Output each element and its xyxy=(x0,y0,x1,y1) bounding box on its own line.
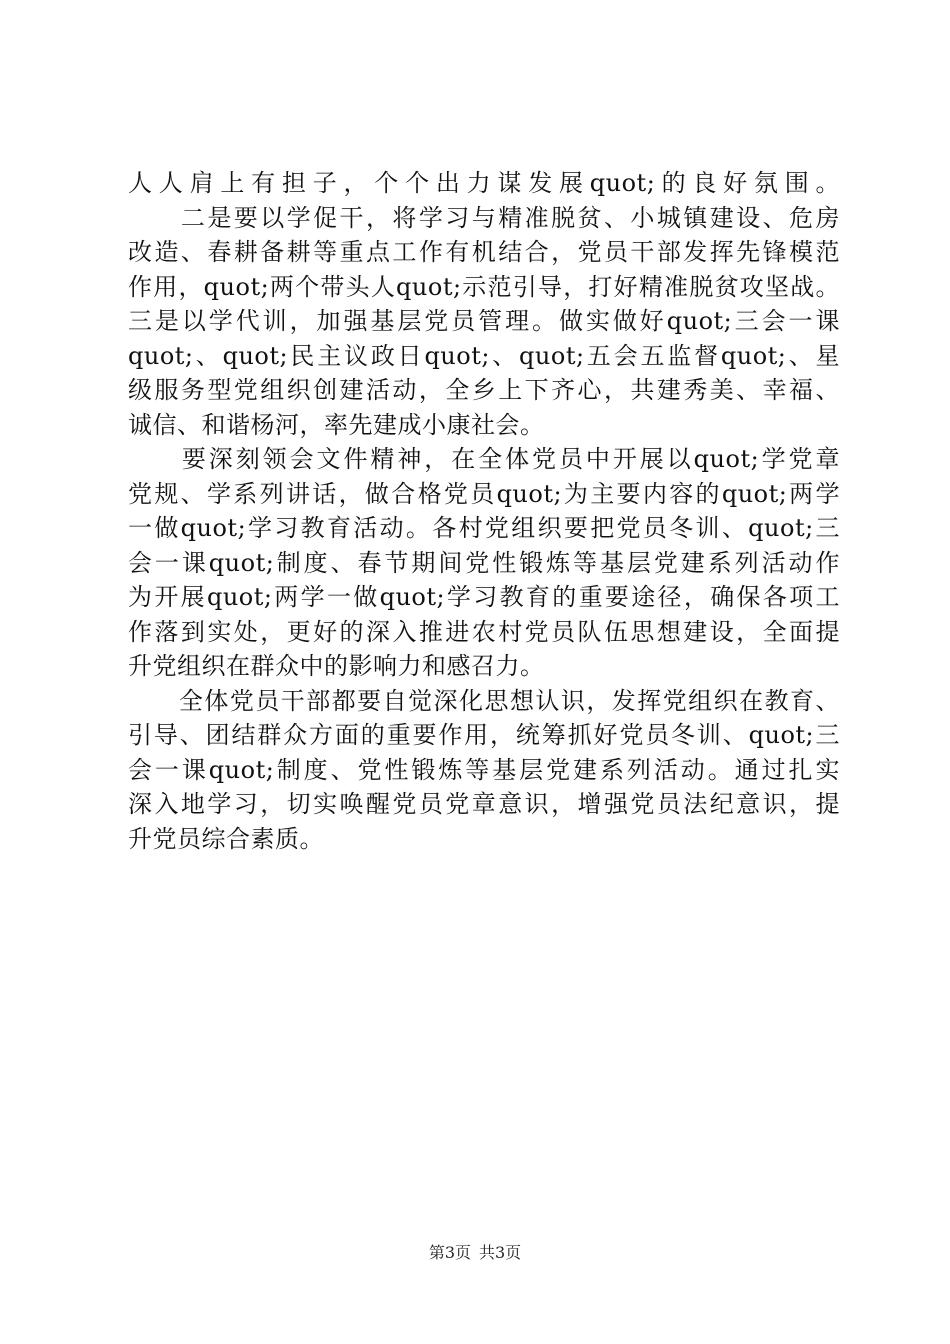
text-line: 级服务型党组织创建活动，全乡上下齐心，共建秀美、幸福、 xyxy=(128,376,840,404)
text-line: 升党组织在群众中的影响力和感召力。 xyxy=(128,652,545,680)
text-line: 要深刻领会文件精神，在全体党员中开展以quot;学党章 xyxy=(128,445,840,473)
page-total: 共3页 xyxy=(479,1243,522,1262)
text-line: 三是以学代训，加强基层党员管理。做实做好quot;三会一课 xyxy=(128,307,840,335)
text-line: 为开展quot;两学一做quot;学习教育的重要途径，确保各项工 xyxy=(128,583,840,611)
text-line: 深入地学习，切实唤醒党员党章意识，增强党员法纪意识，提 xyxy=(128,790,840,818)
page-number: 第3页 xyxy=(428,1243,471,1262)
text-line: 改造、春耕备耕等重点工作有机结合，党员干部发挥先锋模范 xyxy=(128,238,840,266)
text-line: 作落到实处，更好的深入推进农村党员队伍思想建设，全面提 xyxy=(128,617,840,646)
text-line: quot;、quot;民主议政日quot;、quot;五会五监督quot;、星 xyxy=(128,341,840,370)
text-line: 党规、学系列讲话，做合格党员quot;为主要内容的quot;两学 xyxy=(128,479,840,508)
text-line: 人人肩上有担子，个个出力谋发展quot;的良好氛围。 xyxy=(128,169,840,197)
text-line: 升党员综合素质。 xyxy=(128,824,324,853)
text-line: 一做quot;学习教育活动。各村党组织要把党员冬训、quot;三 xyxy=(128,514,840,542)
text-line: 诚信、和谐杨河，率先建成小康社会。 xyxy=(128,410,545,439)
page-footer xyxy=(0,1242,950,1264)
text-line: 引导、团结群众方面的重要作用，统筹抓好党员冬训、quot;三 xyxy=(128,721,840,749)
text-line: 会一课quot;制度、春节期间党性锻炼等基层党建系列活动作 xyxy=(128,548,840,577)
text-line: 全体党员干部都要自觉深化思想认识，发挥党组织在教育、 xyxy=(128,686,840,715)
body-text xyxy=(128,166,840,856)
text-line: 会一课quot;制度、党性锻炼等基层党建系列活动。通过扎实 xyxy=(128,755,840,784)
text-line: 二是要以学促干，将学习与精准脱贫、小城镇建设、危房 xyxy=(128,203,840,232)
text-line: 作用，quot;两个带头人quot;示范引导，打好精准脱贫攻坚战。 xyxy=(128,272,840,301)
